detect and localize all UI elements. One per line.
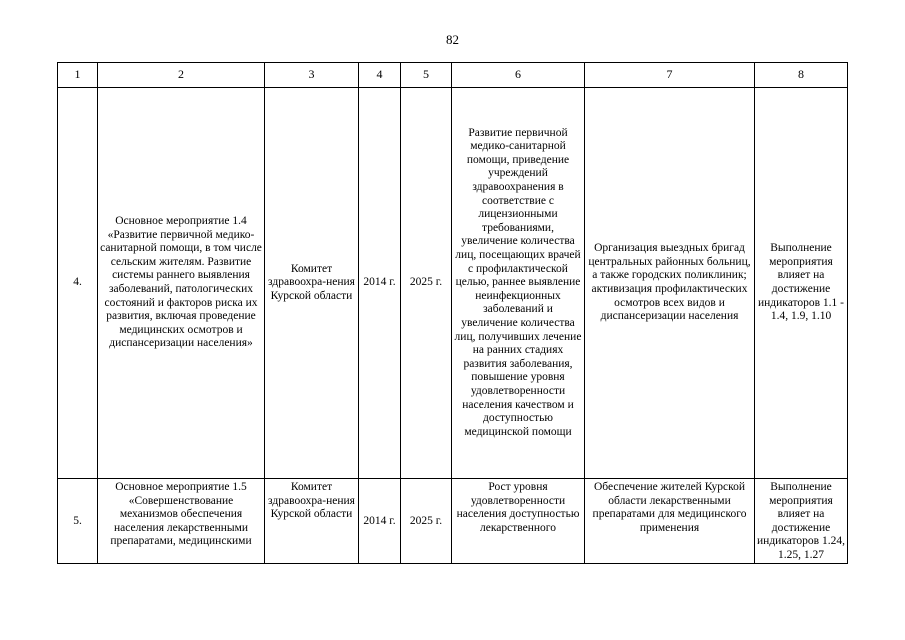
indicators-link: Выполнение мероприятия влияет на достижение индикаторов 1.24, 1.25, 1.27	[755, 479, 848, 564]
row-number: 5.	[58, 479, 98, 564]
main-directions: Обеспечение жителей Курской области лекарственными препаратами для медицинского применения	[585, 479, 755, 564]
executor: Комитет здравоохра-нения Курской области	[265, 479, 359, 564]
expected-result: Развитие первичной медико-санитарной помощи, приведение учреждений здравоохранения в соответствие с лицензионными требованиями, увеличение количества лиц, посещающих врачей с профилактической целью, раннее выявление неинфекционных заболеваний и увеличение количества лиц, получивших лечение на ранних стадиях развития заболевания, повышение уровня удовлетворенности населения качеством и доступностью медицинской помощи	[452, 88, 585, 479]
column-number: 1	[58, 63, 98, 88]
program-table	[57, 62, 848, 564]
column-number: 4	[359, 63, 401, 88]
end-year: 2025 г.	[401, 88, 452, 479]
end-year: 2025 г.	[401, 479, 452, 564]
event-name: Основное мероприятие 1.4 «Развитие первичной медико-санитарной помощи, в том числе сельским жителям. Развитие системы раннего выявления заболеваний, патологических состояний и факторов риска их развития, включая проведение медицинских осмотров и диспансеризации населения»	[98, 88, 265, 479]
table-row	[58, 479, 848, 564]
expected-result: Рост уровня удовлетворенности населения доступностью лекарственного	[452, 479, 585, 564]
column-number: 6	[452, 63, 585, 88]
page-number: 82	[446, 32, 459, 47]
table-row	[58, 88, 848, 479]
start-year: 2014 г.	[359, 479, 401, 564]
column-number: 2	[98, 63, 265, 88]
column-number-row	[58, 63, 848, 88]
event-name: Основное мероприятие 1.5 «Совершенствование механизмов обеспечения населения лекарственными препаратами, медицинскими	[98, 479, 265, 564]
main-directions: Организация выездных бригад центральных районных больниц, а также городских поликлиник; активизация профилактических осмотров всех видов и диспансеризации населения	[585, 88, 755, 479]
start-year: 2014 г.	[359, 88, 401, 479]
column-number: 7	[585, 63, 755, 88]
column-number: 3	[265, 63, 359, 88]
column-number: 8	[755, 63, 848, 88]
indicators-link: Выполнение мероприятия влияет на достижение индикаторов 1.1 - 1.4, 1.9, 1.10	[755, 88, 848, 479]
executor: Комитет здравоохра-нения Курской области	[265, 88, 359, 479]
column-number: 5	[401, 63, 452, 88]
row-number: 4.	[58, 88, 98, 479]
